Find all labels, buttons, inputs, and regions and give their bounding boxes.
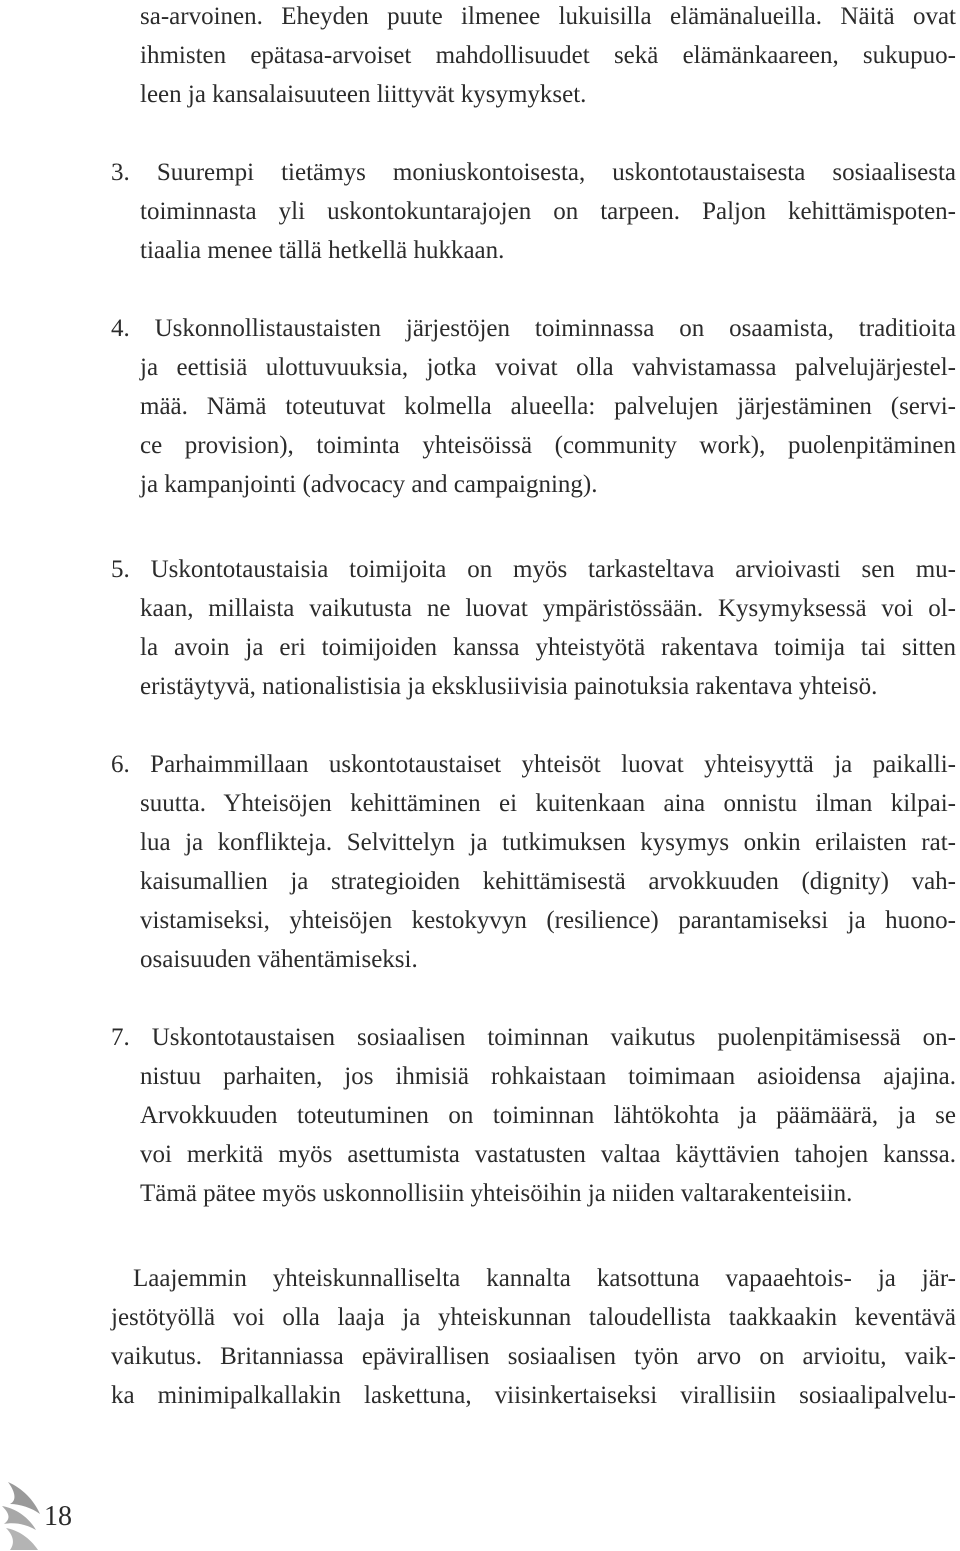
list-item-6-line: lua ja konflikteja. Selvittelyn ja tutkimuksen kysymys onkin erilaisten rat- <box>140 829 956 856</box>
text-line: sa-arvoinen. Eheyden puute ilmenee lukuisilla elämänalueilla. Näitä ovat <box>140 3 956 30</box>
paragraph-line: jestötyöllä voi olla laaja ja yhteiskunnan taloudellista taakkaakin keventävä <box>111 1304 956 1331</box>
list-item-6-line: 6. Parhaimmillaan uskontotaustaiset yhteisöt luovat yhteisyyttä ja paikalli- <box>111 751 956 778</box>
list-item-7-line: Arvokkuuden toteutuminen on toiminnan lähtökohta ja päämäärä, ja se <box>140 1102 956 1129</box>
list-item-3-line: 3. Suurempi tietämys moniuskontoisesta, uskontotaustaisesta sosiaalisesta <box>111 159 956 186</box>
stylized-figure-emblem-icon <box>0 1478 46 1551</box>
list-item-5-line: la avoin ja eri toimijoiden kanssa yhteistyötä rakentava toimija tai sitten <box>140 634 956 661</box>
list-item-5-line: 5. Uskontotaustaisia toimijoita on myös tarkasteltava arvioivasti sen mu- <box>111 556 956 583</box>
text-line: ihmisten epätasa-arvoiset mahdollisuudet sekä elämänkaareen, sukupuo- <box>140 42 956 69</box>
list-item-4-line: ja kampanjointi (advocacy and campaigning). <box>140 471 598 498</box>
list-item-4-line: 4. Uskonnollistaustaisten järjestöjen toiminnassa on osaamista, traditioita <box>111 315 956 342</box>
list-item-3-line: toiminnasta yli uskontokuntarajojen on tarpeen. Paljon kehittämispoten- <box>140 198 956 225</box>
list-item-7-line: voi merkitä myös asettumista vastatusten valtaa käyttävien tahojen kanssa. <box>140 1141 956 1168</box>
list-item-7-line: 7. Uskontotaustaisen sosiaalisen toiminnan vaikutus puolenpitämisessä on- <box>111 1024 956 1051</box>
list-item-7-line: Tämä pätee myös uskonnollisiin yhteisöihin ja niiden valtarakenteisiin. <box>140 1180 853 1207</box>
paragraph-line: ka minimipalkallakin laskettuna, viisinkertaiseksi virallisiin sosiaalipalvelu- <box>111 1382 956 1409</box>
list-item-6-line: suutta. Yhteisöjen kehittäminen ei kuitenkaan aina onnistu ilman kilpai- <box>140 790 956 817</box>
list-item-4-line: ce provision), toiminta yhteisöissä (community work), puolenpitäminen <box>140 432 956 459</box>
list-item-4-line: ja eettisiä ulottuvuuksia, jotka voivat olla vahvistamassa palvelujärjestel- <box>140 354 956 381</box>
list-item-5-line: eristäytyvä, nationalistisia ja eksklusiivisia painotuksia rakentava yhteisö. <box>140 673 878 700</box>
paragraph-line: Laajemmin yhteiskunnalliselta kannalta katsottuna vapaaehtois- ja jär- <box>133 1265 956 1292</box>
list-item-6-line: kaisumallien ja strategioiden kehittämisestä arvokkuuden (dignity) vah- <box>140 868 956 895</box>
list-item-7-line: nistuu parhaiten, jos ihmisiä rohkaistaan toimimaan asioidensa ajajina. <box>140 1063 956 1090</box>
list-item-5-line: kaan, millaista vaikutusta ne luovat ympäristössään. Kysymyksessä voi ol- <box>140 595 956 622</box>
page-number: 18 <box>44 1501 72 1532</box>
list-item-6-line: vistamiseksi, yhteisöjen kestokyvyn (resilience) parantamiseksi ja huono- <box>140 907 956 934</box>
text-line: leen ja kansalaisuuteen liittyvät kysymykset. <box>140 81 587 108</box>
paragraph-line: vaikutus. Britanniassa epävirallisen sosiaalisen työn arvo on arvioitu, vaik- <box>111 1343 956 1370</box>
list-item-4-line: mää. Nämä toteutuvat kolmella alueella: palvelujen järjestäminen (servi- <box>140 393 956 420</box>
list-item-3-line: tiaalia menee tällä hetkellä hukkaan. <box>140 237 505 264</box>
list-item-6-line: osaisuuden vähentämiseksi. <box>140 946 418 973</box>
